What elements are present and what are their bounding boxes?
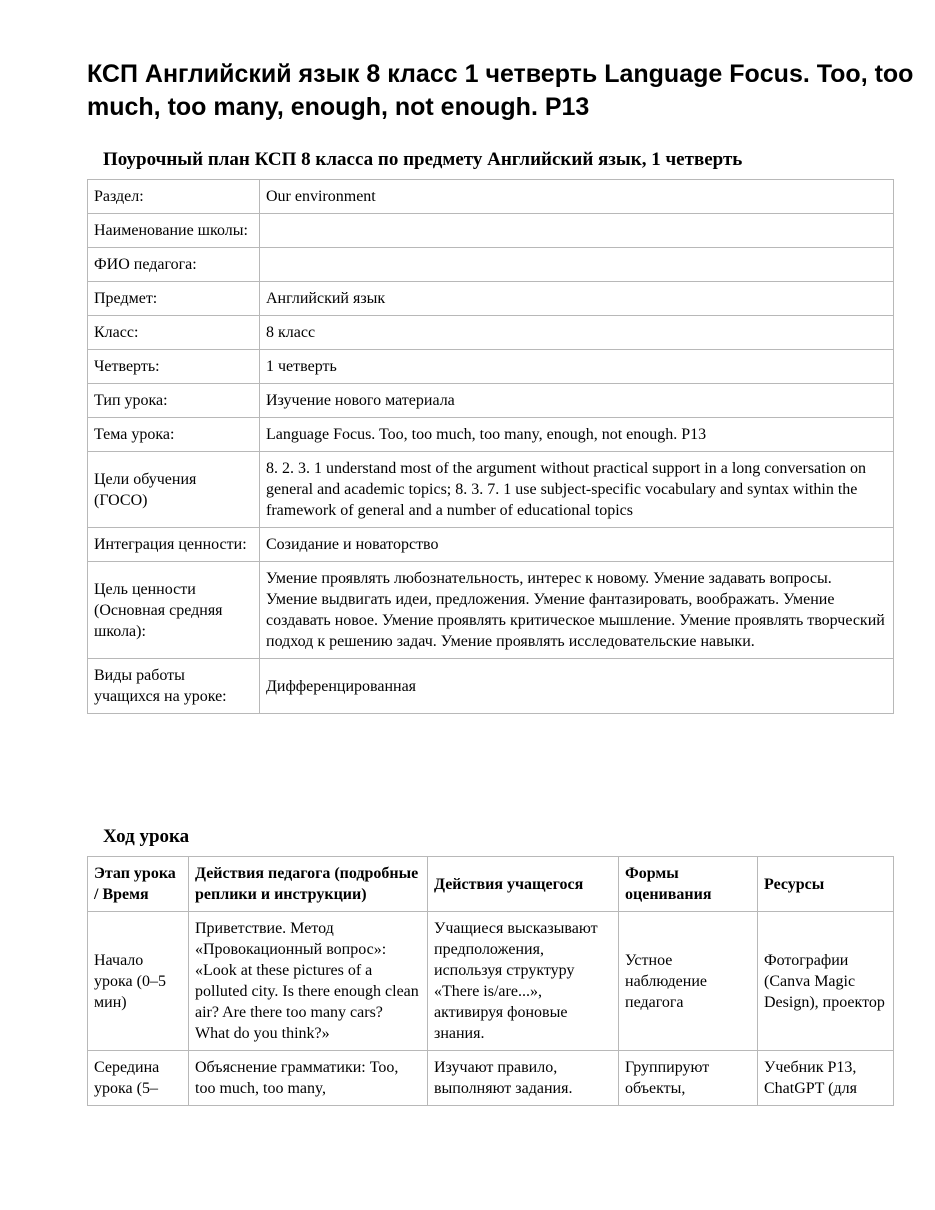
info-label: Класс:	[88, 316, 260, 350]
info-label: ФИО педагога:	[88, 248, 260, 282]
info-value: 8. 2. 3. 1 understand most of the argument without practical support in a long conversation on general and academic topics; 8. 3. 7. 1 use subject-specific vocabulary and syntax within the framework of general and a number of educational topics	[260, 452, 894, 528]
info-label: Тип урока:	[88, 384, 260, 418]
info-value: Our environment	[260, 180, 894, 214]
info-value: Language Focus. Too, too much, too many, enough, not enough. P13	[260, 418, 894, 452]
info-label: Цель ценности (Основная средняя школа):	[88, 562, 260, 659]
info-label: Раздел:	[88, 180, 260, 214]
info-row-section	[88, 180, 894, 214]
resources-cell: Учебник P13, ChatGPT (для	[758, 1051, 894, 1106]
plan-heading: Поурочный план КСП 8 класса по предмету Английский язык, 1 четверть	[103, 149, 743, 170]
info-row-value-goal	[88, 562, 894, 659]
info-value: 8 класс	[260, 316, 894, 350]
info-label: Наименование школы:	[88, 214, 260, 248]
info-value: Изучение нового материала	[260, 384, 894, 418]
info-label: Виды работы учащихся на уроке:	[88, 659, 260, 714]
info-row-quarter	[88, 350, 894, 384]
table-header-row	[88, 857, 894, 912]
info-label: Цели обучения (ГОСО)	[88, 452, 260, 528]
info-row-topic	[88, 418, 894, 452]
column-header-assessment: Формы оценивания	[619, 857, 758, 912]
info-value: Английский язык	[260, 282, 894, 316]
assessment-cell: Группируют объекты,	[619, 1051, 758, 1106]
info-label: Предмет:	[88, 282, 260, 316]
info-label: Тема урока:	[88, 418, 260, 452]
info-row-work-types	[88, 659, 894, 714]
table-row	[88, 1051, 894, 1106]
lesson-progress-table	[87, 856, 894, 1106]
student-actions-cell: Изучают правило, выполняют задания.	[428, 1051, 619, 1106]
column-header-stage: Этап урока / Время	[88, 857, 189, 912]
document-title: КСП Английский язык 8 класс 1 четверть Language Focus. Too, too much, too many, enough, not enough. P13	[87, 60, 914, 121]
lesson-info-table	[87, 179, 894, 714]
assessment-cell: Устное наблюдение педагога	[619, 912, 758, 1051]
info-label: Четверть:	[88, 350, 260, 384]
info-value	[260, 248, 894, 282]
info-row-value-integration	[88, 528, 894, 562]
info-row-lesson-type	[88, 384, 894, 418]
info-label: Интеграция ценности:	[88, 528, 260, 562]
student-actions-cell: Учащиеся высказывают предположения, используя структуру «There is/are...», активируя фоновые знания.	[428, 912, 619, 1051]
info-value: Созидание и новаторство	[260, 528, 894, 562]
stage-cell: Середина урока (5–	[88, 1051, 189, 1106]
info-row-grade	[88, 316, 894, 350]
info-row-teacher	[88, 248, 894, 282]
column-header-teacher-actions: Действия педагога (подробные реплики и инструкции)	[189, 857, 428, 912]
info-value	[260, 214, 894, 248]
column-header-resources: Ресурсы	[758, 857, 894, 912]
info-row-subject	[88, 282, 894, 316]
progress-heading: Ход урока	[103, 826, 190, 847]
teacher-actions-cell: Объяснение грамматики: Too, too much, too many,	[189, 1051, 428, 1106]
table-row	[88, 912, 894, 1051]
info-value: 1 четверть	[260, 350, 894, 384]
info-value: Дифференцированная	[260, 659, 894, 714]
teacher-actions-cell: Приветствие. Метод «Провокационный вопрос»: «Look at these pictures of a polluted city. Is there enough clean air? Are there too many cars? What do you think?»	[189, 912, 428, 1051]
info-row-school	[88, 214, 894, 248]
stage-cell: Начало урока (0–5 мин)	[88, 912, 189, 1051]
resources-cell: Фотографии (Canva Magic Design), проектор	[758, 912, 894, 1051]
info-row-objectives	[88, 452, 894, 528]
info-value: Умение проявлять любознательность, интерес к новому. Умение задавать вопросы. Умение выдвигать идеи, предложения. Умение фантазировать, воображать. Умение создавать новое. Умение проявлять критическое мышление. Умение проявлять творческий подход к решению задач. Умение проявлять исследовательские навыки.	[260, 562, 894, 659]
column-header-student-actions: Действия учащегося	[428, 857, 619, 912]
